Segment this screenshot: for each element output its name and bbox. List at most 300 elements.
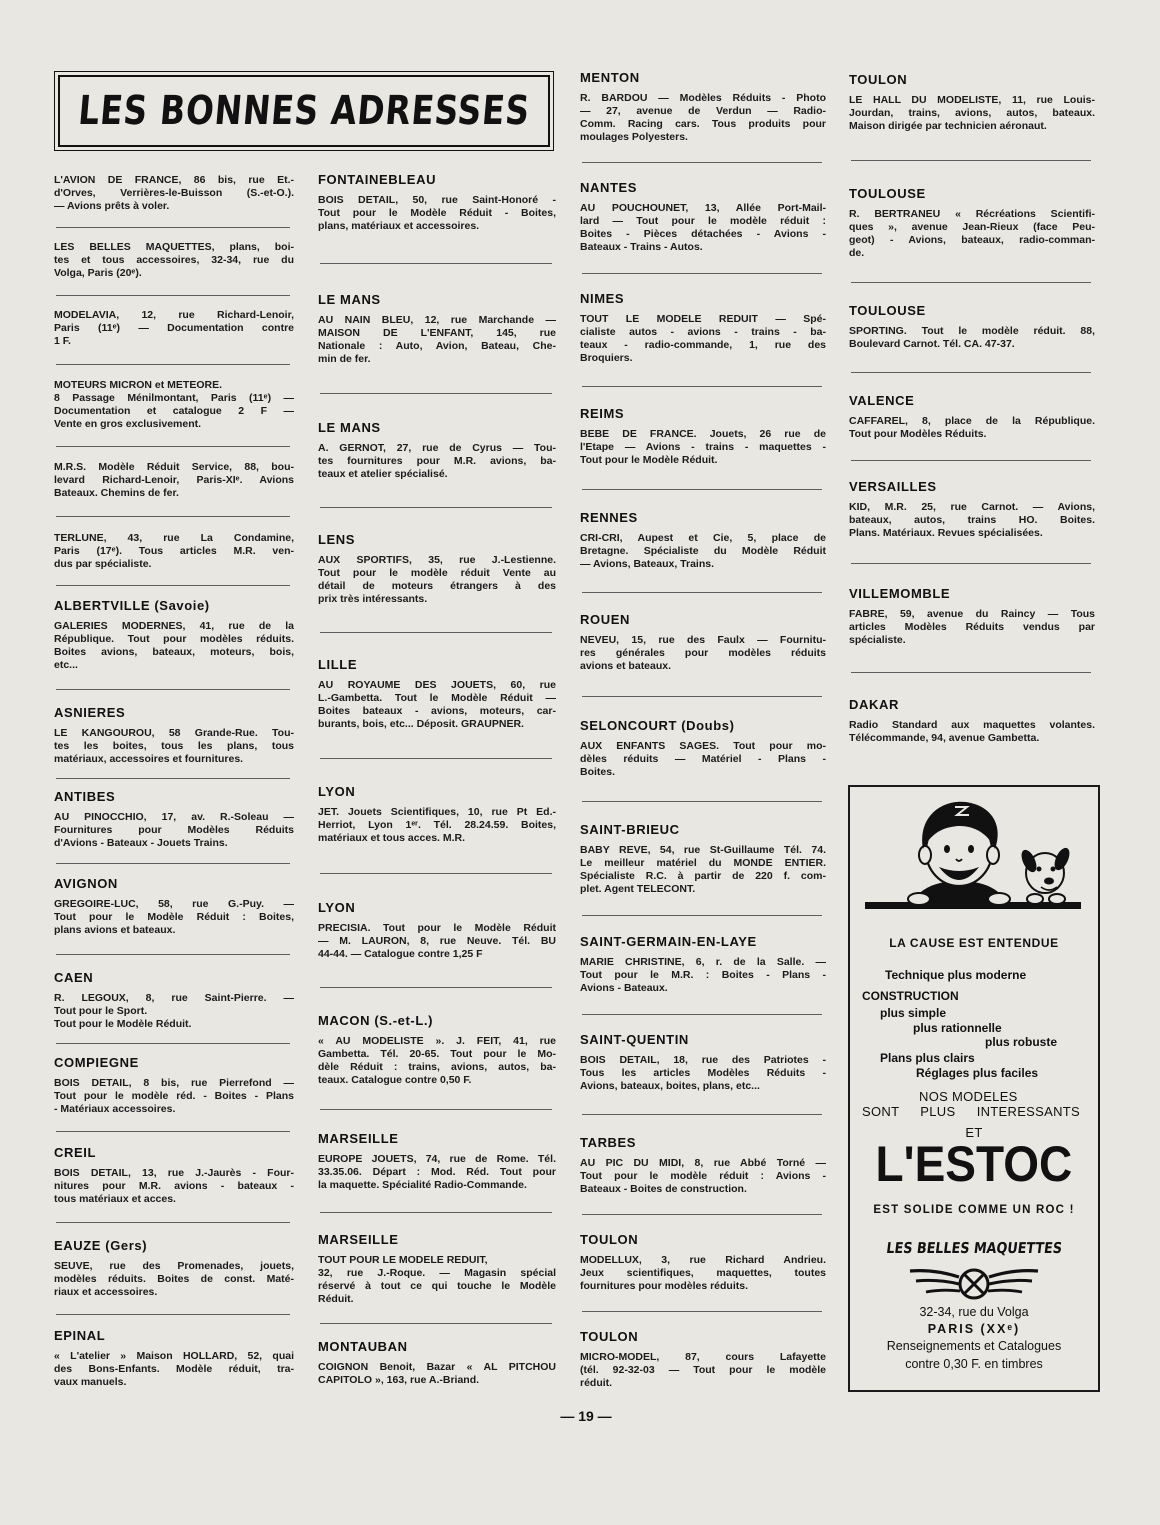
listing-line: Comm. Racing cars. Tous produits pour [580,118,826,130]
ad-sont-line: SONT PLUS INTERESSANTS [862,1104,1080,1119]
city-heading: LE MANS [318,292,381,307]
listing-line: NEVEU, 15, rue des Faulx — Fournitu- [580,634,826,646]
city-heading: ALBERTVILLE (Savoie) [54,598,210,613]
page-title: LES BONNES ADRESSES [76,88,532,134]
listing-line: plet. Agent TELECONT. [580,883,696,895]
ad-rationnelle-line: plus rationnelle [913,1021,1002,1035]
listing-line: L.-Gambetta. Tout le Modèle Réduit — [318,692,556,704]
listing-line: dus par spécialiste. [54,558,152,570]
ad-logo-lettering: LES BELLES MAQUETTES [885,1239,1063,1257]
listing-line: bateaux, autos, trains HO. Boites. [849,514,1095,526]
entry-divider [56,863,290,864]
entry-divider [56,364,290,365]
city-heading: ASNIERES [54,705,126,720]
city-heading: AVIGNON [54,876,118,891]
listing-line: matériaux, accessoires et fournitures. [54,753,244,765]
listing-entry [54,461,294,500]
listing-line: EUROPE JOUETS, 74, rue de Rome. Tél. [318,1153,556,1165]
ad-info: Renseignements et Catalogues [886,1339,1062,1353]
listing-line: Avions, bateaux, boites, plans, etc... [580,1080,760,1092]
ad-simple-line: plus simple [880,1006,947,1020]
listing-entry [849,586,1095,647]
listing-line: GALERIES MODERNES, 41, rue de la [54,620,294,632]
listing-line: l'Etape — Avions - trains - maquettes - [580,441,826,453]
entry-divider [582,1311,822,1312]
listing-line: COIGNON Benoit, Bazar « AL PITCHOU [318,1361,556,1373]
entry-divider [320,1212,552,1213]
page-number: — 19 — [560,1408,612,1424]
ad-et-line: ET [965,1125,983,1140]
listing-line: ques », avenue Jean-Rieux (face Peu- [849,221,1095,233]
entry-divider [56,778,290,779]
listing-line: Télécommande, 94, avenue Gambetta. [849,732,1040,744]
listing-line: - Matériaux accessoires. [54,1103,176,1115]
city-heading: VALENCE [849,393,915,408]
listing-line: MOTEURS MICRON et METEORE. [54,379,223,391]
listing-entry [580,718,826,779]
entry-divider [320,987,552,988]
listing-line: AU NAIN BLEU, 12, rue Marchande — [318,314,556,326]
entry-divider [56,227,290,228]
listing-line: Le meilleur matériel du MONDE ENTIER. [580,857,826,869]
city-heading: CREIL [54,1145,96,1160]
listing-line: Tout pour le Modèle Réduit. [54,1018,192,1030]
listing-entry [849,303,1095,351]
entry-divider [56,516,290,517]
listing-line: Bretagne. Spécialiste du Modèle Réduit [580,545,826,557]
listing-line: Boulevard Carnot. Tél. CA. 47-37. [849,338,1015,350]
listing-line: Réduit. [318,1293,354,1305]
ad-tagline: LA CAUSE EST ENTENDUE [889,936,1059,950]
listing-line: JET. Jouets Scientifiques, 10, rue Pt Ed.- [318,806,556,818]
city-heading: SELONCOURT (Doubs) [580,718,735,733]
ad-price: contre 0,30 F. en timbres [905,1357,1043,1371]
entry-divider [56,954,290,955]
city-heading: VERSAILLES [849,479,937,494]
listing-line: MAISON DE L'ENFANT, 145, rue [318,327,556,339]
listing-line: FABRE, 59, avenue du Raincy — Tous [849,608,1095,620]
city-heading: SAINT-GERMAIN-EN-LAYE [580,934,757,949]
city-heading: SAINT-QUENTIN [580,1032,689,1047]
city-heading: TOULOUSE [849,186,926,201]
listing-entry [580,1232,826,1293]
listing-line: Tout pour le M.R. : Boites - Plans - [580,969,826,981]
winged-emblem-icon [904,1263,1044,1305]
entry-divider [320,1109,552,1110]
listing-line: Gambetta. Tél. 20-65. Tout pour le Mo- [318,1048,556,1060]
listing-line: Tous les articles Modèles Réduits - [580,1067,826,1079]
listing-line: M.R.S. Modèle Réduit Service, 88, bou- [54,461,294,473]
listing-line: Tout pour le Sport. [54,1005,148,1017]
listing-line: d'Avions - Bateaux - Jouets Trains. [54,837,228,849]
city-heading: MARSEILLE [318,1232,399,1247]
listing-line: 32, rue J.-Roque. — Magasin spécial [318,1267,556,1279]
entry-divider [56,1314,290,1315]
entry-divider [582,1214,822,1215]
listing-entry [318,900,556,961]
entry-divider [320,1323,552,1324]
listing-entry [54,309,294,348]
listing-line: plans avions et bateaux. [54,924,176,936]
listing-entry [318,420,556,481]
entry-divider [56,585,290,586]
listing-line: Broquiers. [580,352,633,364]
ad-brand-text: L'ESTOC [875,1136,1073,1192]
listing-entry [318,657,556,731]
listing-entry [580,612,826,673]
listing-line: « L'atelier » Maison HOLLARD, 52, quai [54,1350,294,1362]
listing-line: République. Tout pour modèles réduits. [54,633,294,645]
listing-line: teaux. Catalogue contre 0,50 F. [318,1074,472,1086]
listing-line: — M. LAURON, 8, rue Neuve. Tél. BU [318,935,556,947]
listing-line: teaux et atelier spécialisé. [318,468,448,480]
listing-entry [54,1238,294,1299]
listing-line: Radio Standard aux maquettes volantes. [849,719,1095,731]
city-heading: EAUZE (Gers) [54,1238,148,1253]
listing-line: Tout pour le Modèle Réduit : Boites, [54,911,294,923]
listing-line: LE HALL DU MODELISTE, 11, rue Louis- [849,94,1095,106]
entry-divider [851,672,1091,673]
entry-divider [582,386,822,387]
listing-line: Vente en gros exclusivement. [54,418,202,430]
listing-line: geot) - Avions, bateaux, radio-comman- [849,234,1095,246]
city-heading: MACON (S.-et-L.) [318,1013,434,1028]
listing-line: Volga, Paris (20ᵉ). [54,267,142,279]
entry-divider [582,1114,822,1115]
listing-line: levard Richard-Lenoir, Paris-XIᵉ. Avions [54,474,294,486]
entry-divider [582,489,822,490]
listing-line: — Avions, Bateaux, Trains. [580,558,715,570]
entry-divider [320,758,552,759]
ad-logo-text [850,1239,1098,1257]
listing-line: nitures pour M.R. avions - bateaux - [54,1180,294,1192]
listing-line: articles Modèles Réduits vendus par [849,621,1095,633]
listing-line: 44-44. — Catalogue contre 1,25 F [318,948,483,960]
entry-divider [320,263,552,264]
listing-line: L'AVION DE FRANCE, 86 bis, rue Et.- [54,174,294,186]
listing-line: « AU MODELISTE ». J. FEIT, 41, rue [318,1035,556,1047]
listing-line: AU PINOCCHIO, 17, av. R.-Soleau — [54,811,294,823]
city-heading: LENS [318,532,356,547]
city-heading: TARBES [580,1135,637,1150]
city-heading: ROUEN [580,612,630,627]
entry-divider [320,507,552,508]
listing-line: 33.35.06. Départ : Mod. Réd. Tout pour [318,1166,556,1178]
city-heading: LILLE [318,657,358,672]
listing-line: vaux manuels. [54,1376,127,1388]
listing-line: riaux et accessoires. [54,1286,158,1298]
listing-line: Boites avions, bateaux, moteurs, bois, [54,646,294,658]
listing-line: moulages Polyesters. [580,131,688,143]
listing-line: Maison dirigée par technicien aéronaut. [849,120,1047,132]
city-heading: FONTAINEBLEAU [318,172,437,187]
listing-line: cialiste autos - avions - trains - ba- [580,326,826,338]
entry-divider [582,273,822,274]
listing-line: KID, M.R. 25, rue Carnot. — Avions, [849,501,1095,513]
listing-line: A. GERNOT, 27, rue de Cyrus — Tou- [318,442,556,454]
listing-entry [580,180,826,254]
listing-entry [580,510,826,571]
listing-line: tous matériaux et acces. [54,1193,176,1205]
city-heading: MONTAUBAN [318,1339,408,1354]
listing-line: BOIS DETAIL, 18, rue des Patriotes - [580,1054,826,1066]
listing-entry [318,172,556,233]
listing-entry [580,1032,826,1093]
listing-entry [849,393,1095,441]
entry-divider [582,592,822,593]
entry-divider [582,915,822,916]
listing-line: AU ROYAUME DES JOUETS, 60, rue [318,679,556,691]
listing-line: Paris (17ᵉ). Tous articles M.R. ven- [54,545,294,557]
listing-entry [318,292,556,366]
city-heading: LE MANS [318,420,381,435]
listing-line: 8 Passage Ménilmontant, Paris (11ᵉ) — [54,392,294,404]
listing-line: AUX SPORTIFS, 35, rue J.-Lestienne. [318,554,556,566]
listing-line: Tout pour le modèle réduit : Avions - [580,1170,826,1182]
listing-line: Bateaux - Boites de construction. [580,1183,747,1195]
listing-line: (tél. 92-32-03 — Tout pour le modèle [580,1364,826,1376]
listing-line: AUX ENFANTS SAGES. Tout pour mo- [580,740,826,752]
entry-divider [320,632,552,633]
entry-divider [56,1043,290,1044]
ad-city: PARIS (XXᵉ) [927,1322,1021,1336]
listing-line: — Avions prêts à voler. [54,200,170,212]
listing-entry [54,379,294,431]
listing-line: MARIE CHRISTINE, 6, r. de la Salle. — [580,956,826,968]
listing-entry [580,934,826,995]
city-heading: LYON [318,784,356,799]
city-heading: CAEN [54,970,94,985]
listing-line: dèles réduits — Matériel - Plans - [580,753,826,765]
listing-line: GREGOIRE-LUC, 58, rue G.-Puy. — [54,898,294,910]
listing-line: Tout pour Modèles Réduits. [849,428,987,440]
listing-entry [318,532,556,606]
listing-line: SEUVE, rue des Promenades, jouets, [54,1260,294,1272]
listing-entry [318,784,556,845]
listing-entry [580,406,826,467]
ad-nos-modeles-line: NOS MODELES [919,1089,1018,1104]
entry-divider [56,1222,290,1223]
listing-entry [54,598,294,672]
listing-line: BOIS DETAIL, 13, rue J.-Jaurès - Four- [54,1167,294,1179]
listing-line: Boites - Pièces détachées - Avions - [580,228,826,240]
entry-divider [851,460,1091,461]
ad-construction-line: CONSTRUCTION [862,989,959,1003]
city-heading: MENTON [580,70,640,85]
city-heading: EPINAL [54,1328,106,1343]
listing-line: Plans. Matériaux. Revues spécialisées. [849,527,1043,539]
city-heading: TOULON [580,1232,639,1247]
listing-line: Tout pour le modèle réd. - Boites - Plans [54,1090,294,1102]
city-heading: COMPIEGNE [54,1055,139,1070]
listing-line: d'Orves, Verrières-le-Buisson (S.-et-O.). [54,187,294,199]
listing-line: BABY REVE, 54, rue St-Guillaume Tél. 74. [580,844,826,856]
listing-line: spécialiste. [849,634,906,646]
listing-line: Jourdan, trains, avions, autos, bateaux. [849,107,1095,119]
listing-entry [54,705,294,766]
listing-line: tes les boites, tous les plans, tous [54,740,294,752]
listing-line: teaux - radio-commande, 1, rue des [580,339,826,351]
header-box [58,75,550,147]
listing-line: R. LEGOUX, 8, rue Saint-Pierre. — [54,992,294,1004]
listing-entry [54,1055,294,1116]
listing-line: LES BELLES MAQUETTES, plans, boi- [54,241,294,253]
listing-entry [54,174,294,213]
listing-line: Fournitures pour Modèles Réduits [54,824,294,836]
listing-line: TOUT POUR LE MODELE REDUIT, [318,1254,488,1266]
city-heading: REIMS [580,406,625,421]
city-heading: NIMES [580,291,625,306]
entry-divider [851,372,1091,373]
entry-divider [56,689,290,690]
listing-line: matériaux et tous acces. M.R. [318,832,466,844]
listing-entry [580,822,826,896]
ad-address: 32-34, rue du Volga [919,1305,1029,1319]
city-heading: TOULON [849,72,908,87]
listing-line: MICRO-MODEL, 87, cours Lafayette [580,1351,826,1363]
listing-line: des Bons-Enfants. Modèle réduit, tra- [54,1363,294,1375]
city-heading: TOULOUSE [849,303,926,318]
city-heading: TOULON [580,1329,639,1344]
ad-slogan: EST SOLIDE COMME UN ROC ! [873,1204,1075,1216]
listing-line: Tout pour le Modèle Réduit. [580,454,718,466]
listing-line: BOIS DETAIL, 50, rue Saint-Honoré - [318,194,556,206]
listing-line: BEBE DE FRANCE. Jouets, 26 rue de [580,428,826,440]
listing-line: Nationale : Auto, Avion, Bateau, Che- [318,340,556,352]
entry-divider [582,696,822,697]
entry-divider [56,295,290,296]
listing-entry [849,697,1095,745]
listing-line: TERLUNE, 43, rue La Condamine, [54,532,294,544]
listing-line: Tout pour le Modèle Réduit - Boites, [318,207,556,219]
ad-robuste-line: plus robuste [985,1035,1058,1049]
city-heading: NANTES [580,180,638,195]
listing-line: AU PIC DU MIDI, 8, rue Abbé Torné — [580,1157,826,1169]
listing-line: Bateaux - Trains - Autos. [580,241,703,253]
listing-line: la maquette. Spécialité Radio-Commande. [318,1179,527,1191]
listing-line: AU POUCHOUNET, 13, Allée Port-Mail- [580,202,826,214]
listing-line: Spécialiste R.C. à partir de 220 f. com- [580,870,826,882]
ad-plans-line: Plans plus clairs [880,1051,975,1065]
entry-divider [851,282,1091,283]
listing-entry [580,1135,826,1196]
listing-line: res générales pour modèles réduits [580,647,826,659]
listing-entry [580,1329,826,1390]
listing-entry [54,241,294,280]
entry-divider [582,801,822,802]
listing-entry [849,186,1095,260]
listing-line: R. BARDOU — Modèles Réduits - Photo [580,92,826,104]
listing-line: lard — Tout pour le modèle réduit : [580,215,826,227]
city-heading: MARSEILLE [318,1131,399,1146]
listing-line: MODELAVIA, 12, rue Richard-Lenoir, [54,309,294,321]
listing-entry [318,1131,556,1192]
entry-divider [582,162,822,163]
listing-line: LE KANGOUROU, 58 Grande-Rue. Tou- [54,727,294,739]
listing-entry [849,72,1095,133]
listing-line: Bateaux. Chemins de fer. [54,487,179,499]
listing-line: Boites bateaux - avions, moteurs, car- [318,705,556,717]
listing-line: Avions - Bateaux. [580,982,668,994]
listing-line: détail de moteurs étrangers à des [318,580,556,592]
city-heading: LYON [318,900,356,915]
listing-line: BOIS DETAIL, 8 bis, rue Pierrefond — [54,1077,294,1089]
ad-reglages-line: Réglages plus faciles [916,1066,1039,1080]
listing-line: PRECISIA. Tout pour le Modèle Réduit [318,922,556,934]
listing-entry [54,532,294,571]
listing-line: 1 F. [54,335,71,347]
listing-entry [54,1145,294,1206]
listing-line: Boites. [580,766,616,778]
city-heading: VILLEMOMBLE [849,586,951,601]
city-heading: RENNES [580,510,638,525]
city-heading: ANTIBES [54,789,116,804]
listing-line: prix très intéressants. [318,593,428,605]
listing-entry [54,970,294,1031]
listing-line: MODELLUX, 3, rue Richard Andrieu. [580,1254,826,1266]
listing-line: tes fournitures pour M.R. avions, ba- [318,455,556,467]
listing-line: plans, matériaux et accessoires. [318,220,480,232]
listing-entry [54,789,294,850]
listing-line: R. BERTRANEU « Récréations Scientifi- [849,208,1095,220]
listing-line: burants, bois, etc... Déposit. GRAUPNER. [318,718,524,730]
listing-entry [54,876,294,937]
listing-entry [580,291,826,365]
listing-entry [580,70,826,144]
city-heading: SAINT-BRIEUC [580,822,680,837]
listing-line: fournitures pour modèles réduits. [580,1280,749,1292]
listing-line: modèles réduits. Boites de const. Maté- [54,1273,294,1285]
listing-line: Tout pour le modèle réduit Vente au [318,567,556,579]
listing-line: — 27, avenue de Verdun — Radio- [580,105,826,117]
listing-line: TOUT LE MODELE REDUIT — Spé- [580,313,826,325]
listing-entry [318,1232,556,1306]
listing-line: Paris (11ᵉ) — Documentation contre [54,322,294,334]
listing-line: Documentation et catalogue 2 F — [54,405,294,417]
listing-line: Herriot, Lyon 1ᵉʳ. Tél. 28.24.59. Boites, [318,819,556,831]
listing-line: CRI-CRI, Aupest et Cie, 5, place de [580,532,826,544]
boy-and-dog-illustration [859,791,1089,917]
listing-line: tes et tous accessoires, 32-34, rue du [54,254,294,266]
listing-entry [849,479,1095,540]
listing-line: etc... [54,659,78,671]
entry-divider [851,160,1091,161]
entry-divider [320,873,552,874]
entry-divider [56,1131,290,1132]
listing-line: avions et bateaux. [580,660,672,672]
listing-line: min de fer. [318,353,371,365]
listing-line: dèle Réduit : trains, avions, autos, ba- [318,1061,556,1073]
listing-line: réduit. [580,1377,613,1389]
city-heading: DAKAR [849,697,899,712]
entry-divider [56,446,290,447]
listing-entry [318,1339,556,1387]
listing-line: CAFFAREL, 8, place de la République. [849,415,1095,427]
listing-line: de. [849,247,865,259]
listing-entry [54,1328,294,1389]
ad-technique-line: Technique plus moderne [885,968,1027,982]
listing-line: Jeux scientifiques, maquettes, toutes [580,1267,826,1279]
entry-divider [320,393,552,394]
advertisement-box [848,785,1100,1392]
listing-line: SPORTING. Tout le modèle réduit. 88, [849,325,1095,337]
ad-brand-name [850,1136,1098,1192]
listing-line: CAPITOLO », 163, rue A.-Briand. [318,1374,480,1386]
listing-line: réservé à tout ce qui touche le Modèle [318,1280,556,1292]
entry-divider [582,1014,822,1015]
entry-divider [851,563,1091,564]
listing-entry [318,1013,556,1087]
